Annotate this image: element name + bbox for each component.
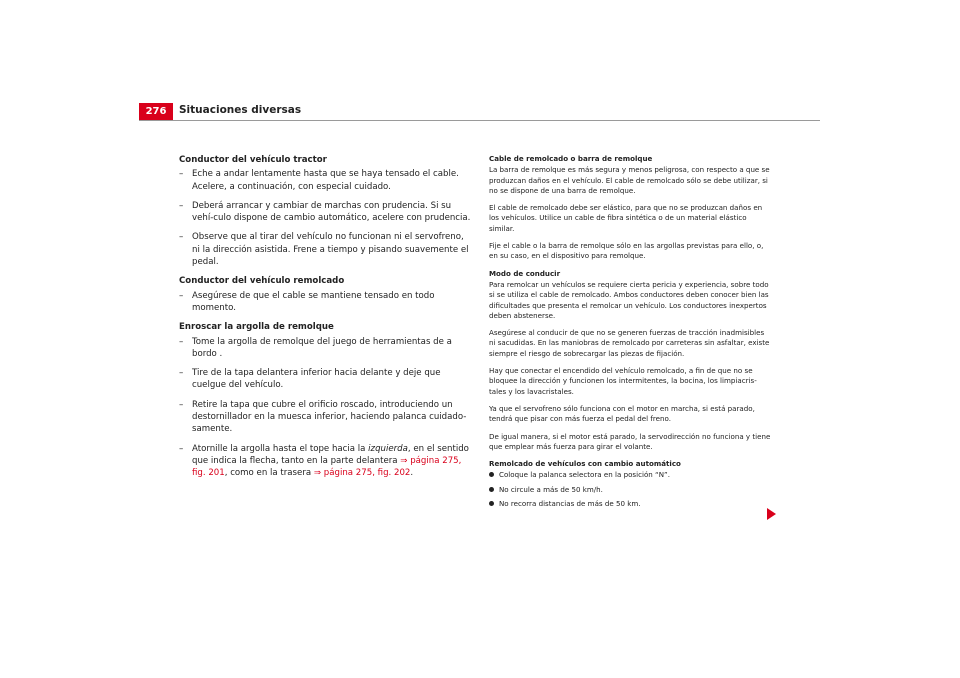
item-text: , como en la trasera bbox=[224, 468, 314, 479]
paragraph: De igual manera, si el motor está parado, la servodirección no funciona y tiene que emplear más fuerza para girar el volante. bbox=[489, 431, 771, 451]
cross-reference-link[interactable]: ⇒ página 275, fig. 202 bbox=[313, 468, 411, 479]
list-item: – Observe que al tirar del vehículo no funcionan ni el servofreno, ni la dirección asistida. Frene a tiempo y pisando suavemente el pedal. bbox=[179, 231, 471, 268]
right-column bbox=[489, 154, 772, 513]
cross-reference-link[interactable]: ⇒ página 275, fig. 201 bbox=[192, 455, 462, 479]
header-divider bbox=[139, 120, 820, 121]
bullet-icon bbox=[489, 487, 494, 492]
item-text: Atornille la argolla hasta el tope hacia la bbox=[192, 443, 369, 454]
list-item: – Tire de la tapa delantera inferior hacia delante y deje que cuelgue del vehículo. bbox=[179, 367, 471, 392]
item-text: , en el sentido que indica la flecha, tanto en la parte delantera bbox=[192, 443, 469, 466]
heading-towed-driver: Conductor del vehículo remolcado bbox=[179, 276, 345, 287]
bullet-text: Coloque la palanca selectora en la posición “N”. bbox=[499, 470, 670, 480]
list-item: – Asegúrese de que el cable se mantiene tensado en todo momento. bbox=[179, 290, 471, 315]
list-item: – Retire la tapa que cubre el orificio roscado, introduciendo un destornillador en la muesca inferior, haciendo palanca cuidado-samente. bbox=[179, 399, 471, 436]
paragraph: Hay que conectar el encendido del vehículo remolcado, a fin de que no se bloquee la dirección y funcionen los intermitentes, la bocina, los limpiacris-tales y los lavacristales. bbox=[489, 366, 757, 396]
list-item: – Deberá arrancar y cambiar de marchas con prudencia. Si su vehí-culo dispone de cambio automático, acelere con prudencia. bbox=[179, 200, 471, 225]
heading-tractor-driver: Conductor del vehículo tractor bbox=[179, 155, 327, 165]
continue-arrow-icon bbox=[767, 508, 776, 520]
bullet-text: No recorra distancias de más de 50 km. bbox=[499, 499, 641, 509]
item-text: . bbox=[410, 468, 414, 479]
heading-tow-cable: Cable de remolcado o barra de remolque bbox=[489, 154, 653, 163]
left-column bbox=[179, 154, 471, 487]
list-item: – Eche a andar lentamente hasta que se haya tensado el cable. Acelere, a continuación, con especial cuidado. bbox=[179, 168, 471, 193]
heading-tow-eye: Enroscar la argolla de remolque bbox=[179, 322, 334, 333]
bullet-item bbox=[489, 470, 772, 480]
list-item: – Tome la argolla de remolque del juego de herramientas de a bordo . bbox=[179, 336, 471, 361]
paragraph: El cable de remolcado debe ser elástico, para que no se produzcan daños en los vehículos. Utilice un cable de fibra sintética o de un material elástico similar. bbox=[489, 203, 763, 233]
bullet-icon bbox=[489, 501, 494, 506]
bullet-text: No circule a más de 50 km/h. bbox=[499, 484, 603, 494]
section-title: Situaciones diversas bbox=[179, 104, 302, 116]
bullet-item bbox=[489, 499, 772, 509]
bullet-item bbox=[489, 485, 772, 495]
page-number: 276 bbox=[139, 103, 173, 120]
heading-driving-mode: Modo de conducir bbox=[489, 268, 561, 278]
paragraph: Fije el cable o la barra de remolque sólo en las argollas previstas para ello, o, en su caso, en el dispositivo para remolque. bbox=[489, 241, 764, 261]
paragraph: Para remolcar un vehículos se requiere cierta pericia y experiencia, sobre todo si se utiliza el cable de remolcado. Ambos conductores deben conocer bien las dificultades que presenta el remolcar un vehículo. Los conductores inexpertos deben abstenerse. bbox=[489, 279, 769, 320]
bullet-icon bbox=[489, 472, 494, 477]
heading-automatic-towing: Remolcado de vehículos con cambio automático bbox=[489, 459, 681, 469]
item-emphasis: izquierda bbox=[368, 443, 408, 454]
paragraph: Asegúrese al conducir de que no se generen fuerzas de tracción inadmisibles ni sacudidas. En las maniobras de remolcado por carreteras sin asfaltar, existe siempre el riesgo de sobrecargar las piezas de fijación. bbox=[489, 328, 770, 358]
list-item bbox=[179, 443, 471, 480]
paragraph: Ya que el servofreno sólo funciona con el motor en marcha, si está parado, tendrá que pisar con más fuerza el pedal del freno. bbox=[489, 403, 755, 424]
paragraph: La barra de remolque es más segura y menos peligrosa, con respecto a que se produzcan daños en el vehículo. El cable de remolcado sólo se debe utilizar, si no se dispone de una barra de remolque. bbox=[489, 165, 770, 195]
